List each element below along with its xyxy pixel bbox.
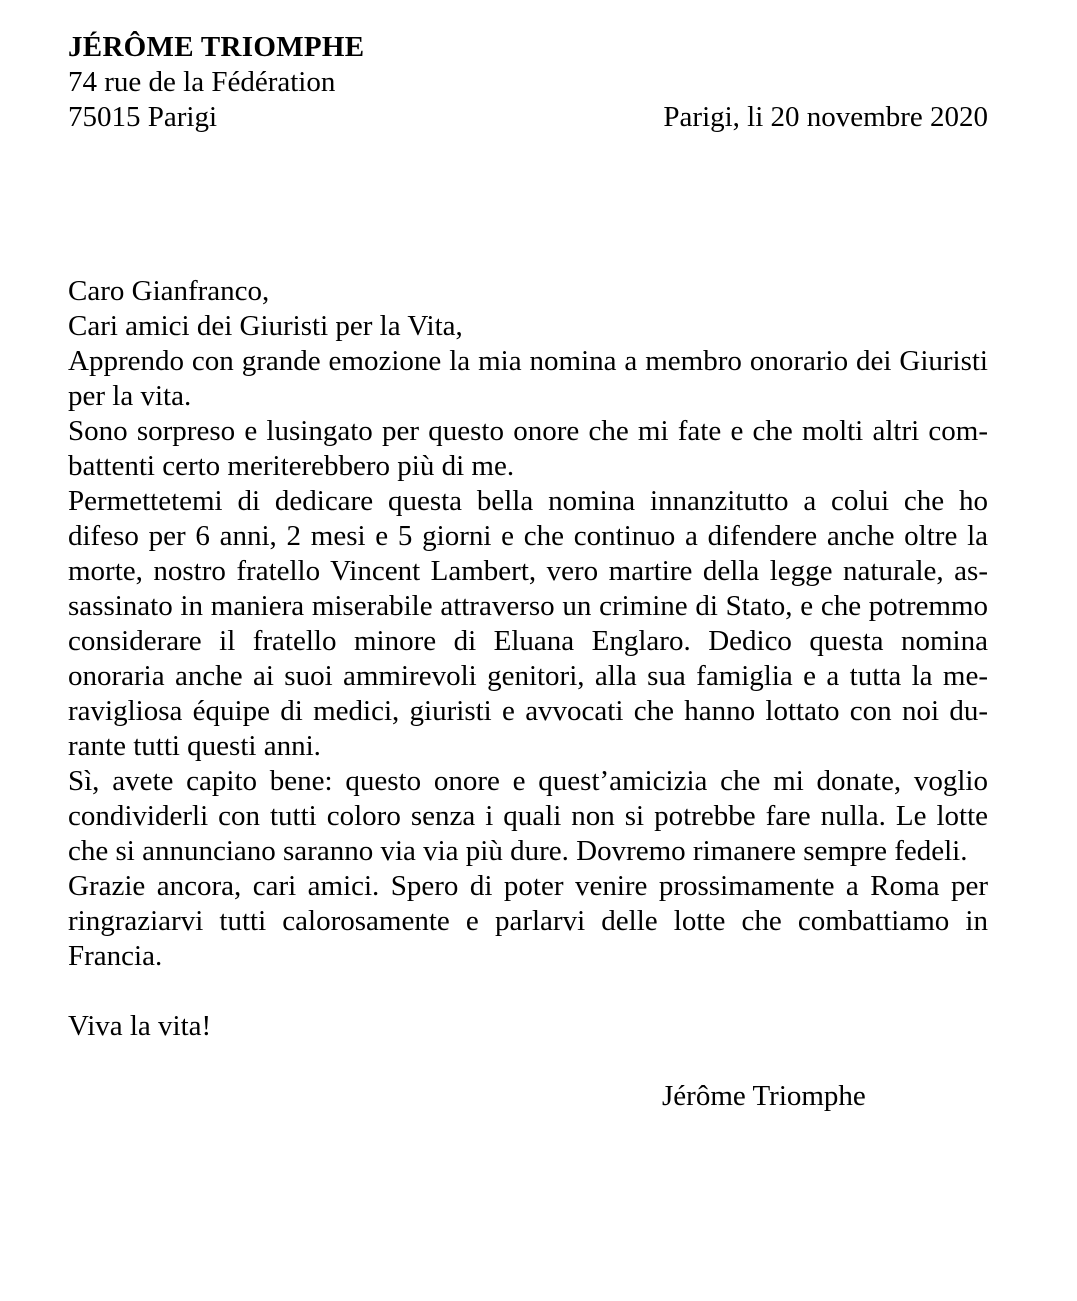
letter-page <box>68 30 988 1114</box>
salutation-line-2: Cari amici dei Giuristi per la Vita, <box>68 310 463 342</box>
body-paragraph-3: Permettetemi di dedicare questa bella nomina innanzitutto a colui che ho difeso per 6 anni, 2 mesi e 5 giorni e che continuo a difendere anche oltre la morte, nostro fratello Vincent Lambert, vero martire della legge naturale, assassinato in maniera miserabile attraverso un crimine di Stato, e che potremmo considerare il fratello minore di Eluana Englaro. Dedico questa nomina onoraria anche ai suoi ammirevoli genitori, alla sua famiglia e a tutta la meravigliosa équipe di medici, giuristi e avvocati che hanno lottato con noi durante tutti questi anni. <box>68 485 988 762</box>
letter-header <box>68 30 988 136</box>
sender-address-city: 75015 Parigi <box>68 101 218 133</box>
closing-line: Viva la vita! <box>68 1010 212 1042</box>
body-paragraph-4: Sì, avete capito bene: questo onore e quest’amicizia che mi donate, voglio condividerli con tutti coloro senza i quali non si potrebbe fare nulla. Le lotte che si annunciano saranno via via più dure. Dovremo rimanere sempre fedeli. <box>68 765 988 867</box>
body-paragraph-2: Sono sorpreso e lusingato per questo onore che mi fate e che molti altri combattenti certo meriterebbero più di me. <box>68 415 988 482</box>
body-paragraph-5: Grazie ancora, cari amici. Spero di poter venire prossimamente a Roma per ringraziarvi tutti calorosamente e parlarvi delle lotte che combattiamo in Francia. <box>68 870 988 972</box>
salutation-line-1: Caro Gianfranco, <box>68 275 270 307</box>
signature: Jérôme Triomphe <box>662 1080 866 1112</box>
sender-address-street: 74 rue de la Fédération <box>68 66 336 98</box>
sender-name: JÉRÔME TRIOMPHE <box>68 31 365 63</box>
letter-date: Parigi, li 20 novembre 2020 <box>663 101 988 133</box>
body-paragraph-1: Apprendo con grande emozione la mia nomina a membro onorario dei Giuristi per la vita. <box>68 345 988 412</box>
salutation <box>68 274 988 344</box>
